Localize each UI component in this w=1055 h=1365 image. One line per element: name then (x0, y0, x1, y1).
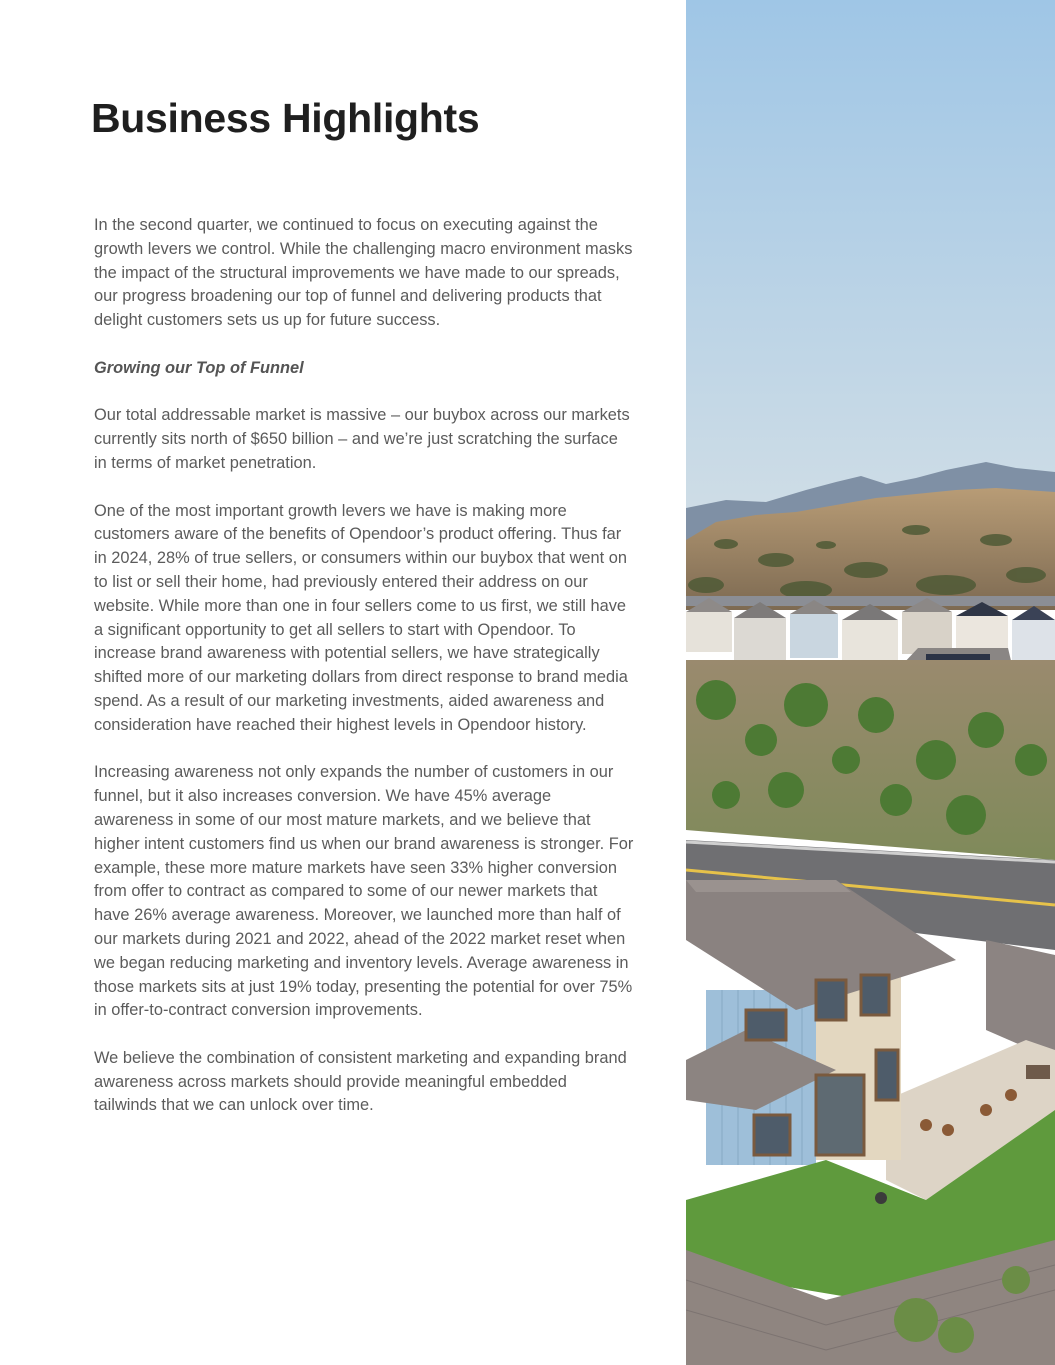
article-body (94, 214, 634, 1142)
landscaped-slope (686, 660, 1055, 860)
body-paragraph: We believe the combination of consistent marketing and expanding brand awareness across markets should provide meaningful embedded tailwinds that we can unlock over time. (94, 1048, 627, 1115)
perimeter-wall-right (986, 940, 1055, 1060)
sky (686, 0, 1055, 520)
body-paragraph: Our total addressable market is massive – our buybox across our markets currently sits north of $650 billion – and we’re just scratching the surface in terms of market penetration. (94, 406, 630, 472)
intro-paragraph: In the second quarter, we continued to focus on executing against the growth levers we control. While the challenging macro environment masks the impact of the structural improvements we have made to our spreads, our progress broadening our top of funnel and delivering products that delight customers sets us up for future success. (94, 216, 633, 330)
yard-ornament (875, 1192, 887, 1204)
section-subheading: Growing our Top of Funnel (94, 358, 304, 377)
body-paragraph: One of the most important growth levers we have is making more customers aware of the benefits of Opendoor’s product offering. Thus far in 2024, 28% of true sellers, or consumers within our buybox that went on to list or sell their home, had previously entered their address on our website. While more than one in four sellers come to us first, we still have a significant opportunity to get all sellers to start with Opendoor. To increase brand awareness with potential sellers, we have strategically shifted more of our marketing dollars from direct response to brand media spend. As a result of our marketing investments, aided awareness and consideration have reached their highest levels in Opendoor history. (94, 501, 628, 734)
body-paragraph: Increasing awareness not only expands the number of customers in our funnel, but it also increases conversion. We have 45% average awareness in some of our most mature markets, and we believe that higher intent customers find us when our brand awareness is stronger. For example, these more mature markets have seen 33% higher conversion from offer to contract as compared to some of our newer markets that have 26% average awareness. Moreover, we launched more than half of our markets during 2021 and 2022, ahead of the 2022 market reset when we began reducing marketing and inventory levels. Average awareness in those markets sits at just 19% today, presenting the potential for over 75% in offer-to-contract conversion improvements. (94, 763, 634, 1020)
page-title: Business Highlights (91, 95, 480, 141)
neighborhood-illustration (686, 0, 1055, 1365)
neighborhood-photo (686, 0, 1055, 1365)
